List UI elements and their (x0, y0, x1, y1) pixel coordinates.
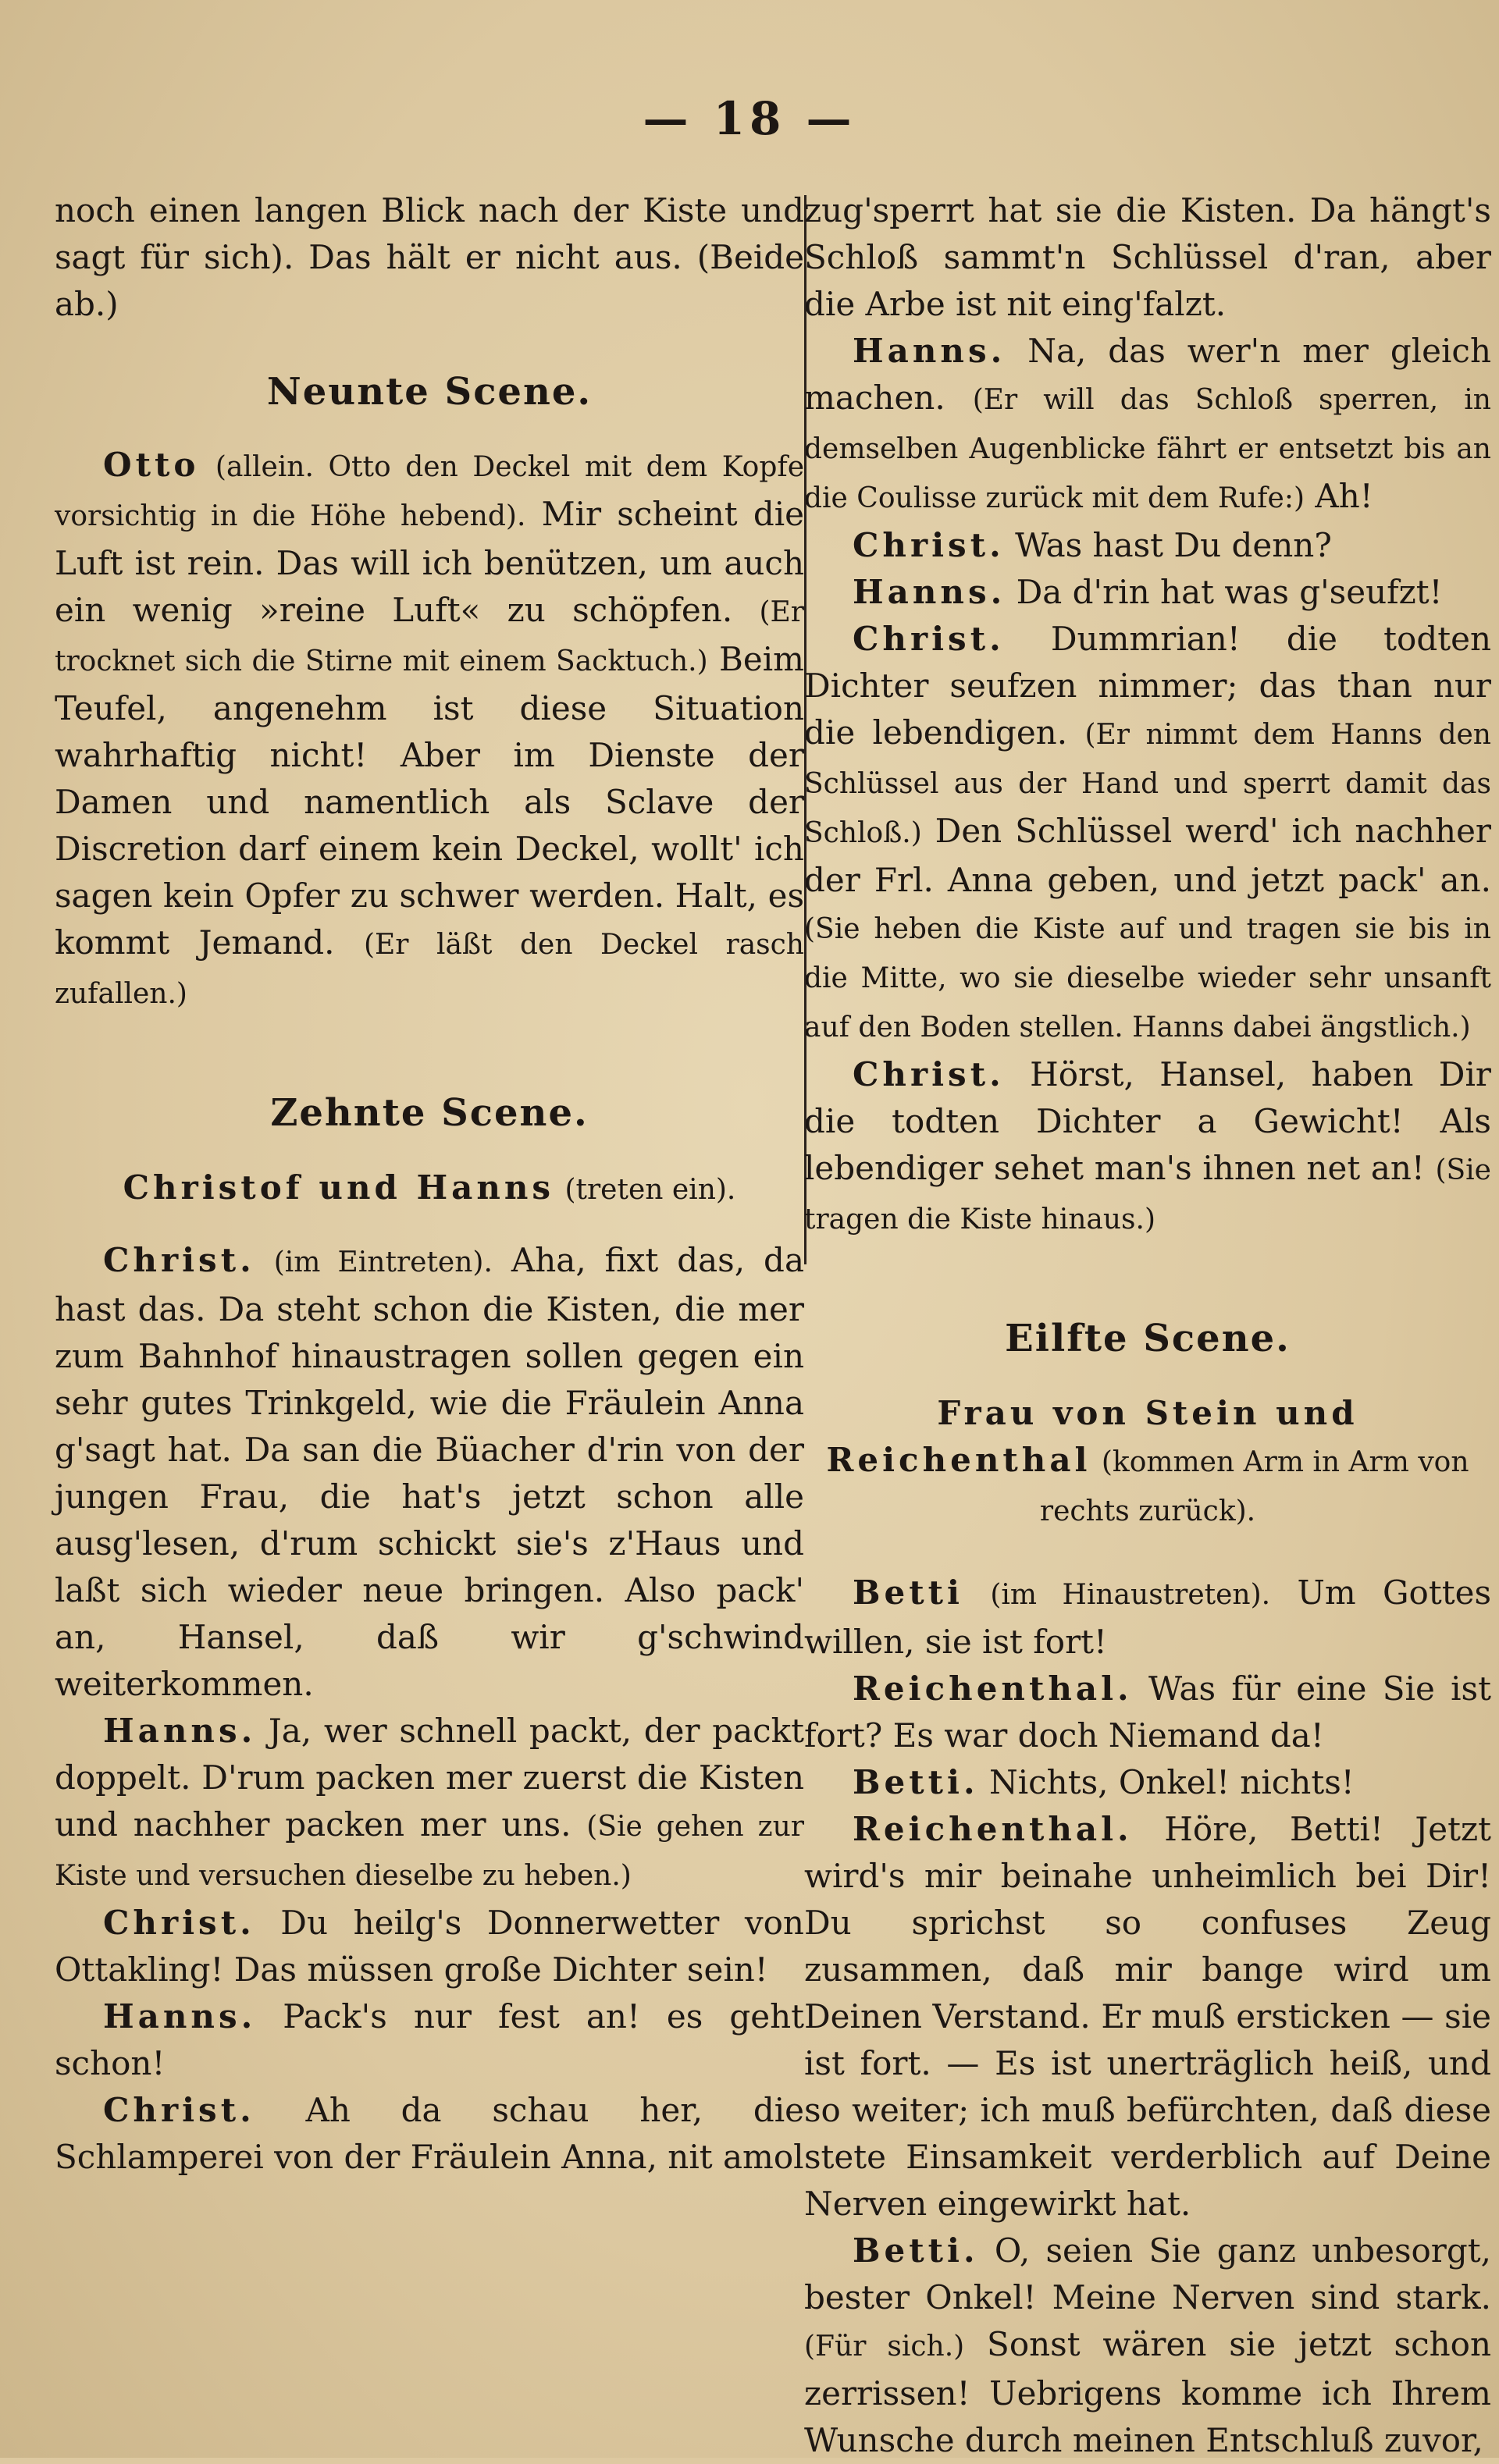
speaker: Reichenthal. (853, 1810, 1133, 1848)
scene-heading: Eilfte Scene. (1005, 1317, 1291, 1360)
speech: Ah! (1315, 477, 1373, 515)
speaker: Christ. (853, 526, 1005, 564)
speaker: Christ. (853, 1055, 1005, 1093)
speech: Dummrian! die todten Dichter seufzen nimmer; das than nur die lebendigen. (804, 620, 1491, 752)
stage-direction: (Sie gehen zur Kiste und versuchen dieselbe zu heben.) (55, 1811, 804, 1892)
speech: Na, das wer'n mer gleich machen. (804, 332, 1491, 417)
speech: Du heilg's Donnerwetter von Ottakling! Das müssen große Dichter sein! (55, 1904, 804, 1989)
paragraph: zug'sperrt hat sie die Kisten. Da hängt's Schloß sammt'n Schlüssel d'ran, aber die Arbe ist nit eing'falzt. (804, 191, 1491, 323)
speaker: Christ. (103, 1241, 255, 1279)
cast-names: Christof und Hanns (123, 1168, 555, 1207)
dialogue-paragraph (804, 328, 1491, 522)
speaker: Hanns. (103, 1997, 257, 2036)
dialogue-paragraph (55, 2087, 804, 2181)
speech: Pack's nur fest an! es geht schon! (55, 1997, 805, 2082)
speech: Was hast Du denn? (1015, 526, 1332, 564)
speech: Was für eine Sie ist fort? Es war doch Niemand da! (804, 1669, 1491, 1755)
stage-direction: (Er trocknet sich die Stirne mit einem Sacktuch.) (55, 596, 804, 677)
dialogue-paragraph (55, 1708, 804, 1900)
speech: Nichts, Onkel! nichts! (988, 1763, 1355, 1801)
speech: Ah da schau her, die Schlamperei von der Fräulein Anna, nit amol (55, 2091, 804, 2176)
cast-line (55, 1164, 804, 1214)
dialogue-paragraph (55, 442, 804, 1018)
dialogue-paragraph (804, 1759, 1491, 1806)
stage-direction: (treten ein). (564, 1174, 736, 1206)
scene-heading: Zehnte Scene. (270, 1091, 589, 1135)
dialogue-paragraph (804, 1570, 1491, 1666)
speaker: Christ. (103, 1904, 255, 1942)
stage-direction: (Er will das Schloß sperren, in demselben Augenblicke fährt er entsetzt bis an die Coulisse zurück mit dem Rufe:) (804, 384, 1491, 514)
speech: Höre, Betti! Jetzt wird's mir beinahe unheimlich bei Dir! Du sprichst so confuses Zeug zusammen, daß mir bange wird um Deinen Verstand. Er muß ersticken — sie ist fort. — Es ist unerträglich heiß, und so weiter; ich muß befürchten, daß diese stete Einsamkeit verderblich auf Deine Nerven eingewirkt hat. (804, 1810, 1491, 2223)
dialogue-paragraph (55, 1993, 804, 2087)
speech: Mir scheint die Luft ist rein. Das will ich benützen, um auch ein wenig »reine Luft« zu schöpfen. (55, 495, 804, 629)
speaker: Hanns. (853, 332, 1006, 370)
scene-heading: Neunte Scene. (266, 370, 593, 414)
cast-line (804, 1390, 1491, 1535)
speech: O, seien Sie ganz unbesorgt, bester Onkel! Meine Nerven sind stark. (804, 2231, 1491, 2316)
speech: Da d'rin hat was g'seufzt! (1016, 573, 1443, 611)
speaker: Christ. (853, 620, 1005, 658)
stage-direction: (Sie tragen die Kiste hinaus.) (804, 1154, 1491, 1236)
speech: Hörst, Hansel, haben Dir die todten Dichter a Gewicht! Als lebendiger sehet man's ihnen net an! (804, 1055, 1491, 1187)
speech: Sonst wären sie jetzt schon zerrissen! Uebrigens komme ich Ihrem Wunsche durch meinen Entschluß zuvor, (804, 2325, 1492, 2459)
stage-direction: (Für sich.) (804, 2331, 965, 2363)
speaker: Hanns. (103, 1712, 257, 1750)
speech: Aha, fixt das, da hast das. Da steht schon die Kisten, die mer zum Bahnhof hinaustragen sollen gegen ein sehr gutes Trinkgeld, wie die Fräulein Anna g'sagt hat. Da san die Büacher d'rin von der jungen Frau, die hat's jetzt schon alle ausg'lesen, d'rum schickt sie's z'Haus und laßt sich wieder neue bringen. Also pack' an, Hansel, daß wir g'schwind weiterkommen. (55, 1241, 804, 1703)
speaker: Reichenthal. (853, 1669, 1133, 1708)
speaker: Betti (853, 1573, 963, 1612)
speaker: Otto (103, 446, 200, 484)
dialogue-paragraph (804, 2228, 1491, 2464)
speaker: Hanns. (853, 573, 1006, 611)
dialogue-paragraph (804, 1666, 1491, 1759)
dialogue-paragraph (804, 616, 1491, 1051)
page-number: — 18 — (643, 92, 856, 145)
stage-direction: (im Eintreten). (273, 1246, 493, 1278)
dialogue-paragraph (804, 522, 1491, 569)
cast-names: Frau von Stein und Reichenthal (826, 1394, 1358, 1479)
stage-direction: (allein. Otto den Deckel mit dem Kopfe vorsichtig in die Höhe hebend). (55, 451, 804, 532)
speech: Den Schlüssel werd' ich nachher der Frl. Anna geben, und jetzt pack' an. (804, 812, 1491, 899)
speech: Beim Teufel, angenehm ist diese Situation wahrhaftig nicht! Aber im Dienste der Damen und namentlich als Sclave der Discretion darf einem kein Deckel, wollt' ich sagen kein Opfer zu schwer werden. Halt, es kommt Jemand. (55, 640, 804, 962)
left-column (55, 187, 804, 2181)
right-column (804, 187, 1491, 2464)
dialogue-paragraph (804, 1806, 1491, 2228)
stage-direction: (im Hinaustreten). (990, 1579, 1271, 1611)
stage-direction: (Sie heben die Kiste auf und tragen sie bis in die Mitte, wo sie dieselbe wieder sehr unsanft auf den Boden stellen. Hanns dabei ängstlich.) (804, 913, 1491, 1044)
dialogue-paragraph (55, 1900, 804, 1993)
speaker: Betti. (853, 2231, 979, 2270)
stage-direction: (Er läßt den Deckel rasch zufallen.) (55, 929, 804, 1010)
dialogue-paragraph (804, 1051, 1491, 1243)
dialogue-paragraph (55, 1237, 804, 1708)
stage-direction: (kommen Arm in Arm von rechts zurück). (1039, 1446, 1469, 1527)
speech: Ja, wer schnell packt, der packt doppelt. D'rum packen mer zuerst die Kisten und nachher packen mer uns. (55, 1712, 804, 1844)
dialogue-paragraph (804, 569, 1491, 616)
paragraph: noch einen langen Blick nach der Kiste und sagt für sich). Das hält er nicht aus. (Beide ab.) (55, 191, 804, 323)
speech: Um Gottes willen, sie ist fort! (804, 1573, 1491, 1661)
speaker: Christ. (103, 2091, 255, 2129)
stage-direction: (Er nimmt dem Hanns den Schlüssel aus der Hand und sperrt damit das Schloß.) (804, 719, 1491, 849)
speaker: Betti. (853, 1763, 979, 1801)
